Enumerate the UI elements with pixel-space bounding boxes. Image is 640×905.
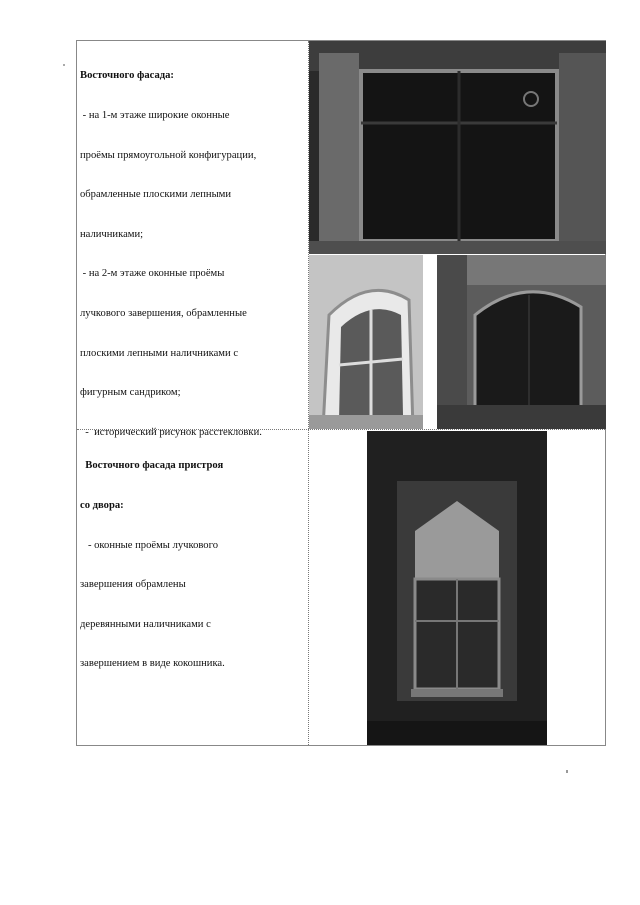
row-1-line: лучкового завершения, обрамленные: [80, 308, 247, 320]
row-2-heading: со двора:: [80, 500, 124, 512]
row-2-line: завершения обрамлены: [80, 579, 186, 591]
row-1-line: плоскими лепными наличниками с: [80, 347, 239, 359]
row-2-heading: Восточного фасада пристроя: [80, 460, 224, 472]
row-2-line: деревянными наличниками с: [80, 618, 211, 630]
row-2-description: [80, 433, 225, 697]
row-1-heading: Восточного фасада:: [80, 70, 174, 82]
scan-speck: [63, 64, 65, 66]
row-1-line: - на 2-м этаже оконные проёмы: [80, 268, 225, 280]
row-1-line: обрамленные плоскими лепными: [80, 189, 232, 201]
row-2-line: - оконные проёмы лучкового: [80, 539, 218, 551]
facade-table: [76, 40, 606, 746]
row-2-line: завершением в виде кокошника.: [80, 658, 225, 670]
photo-first-floor-window: [309, 41, 606, 254]
photo-second-floor-window-right: [437, 255, 606, 429]
row-1-line: - на 1-м этаже широкие оконные: [80, 110, 230, 122]
row-1-line: фигурным сандриком;: [80, 387, 181, 399]
row-1-line: проёмы прямоугольной конфигурации,: [80, 149, 257, 161]
photo-second-floor-window-left: [309, 255, 423, 429]
scan-speck: [566, 770, 568, 773]
row-1-line: - исторический рисунок расстекловки.: [80, 426, 262, 438]
row-1-description: [80, 43, 262, 466]
photo-annex-window: [367, 431, 547, 745]
row-1-line: наличниками;: [80, 228, 144, 240]
